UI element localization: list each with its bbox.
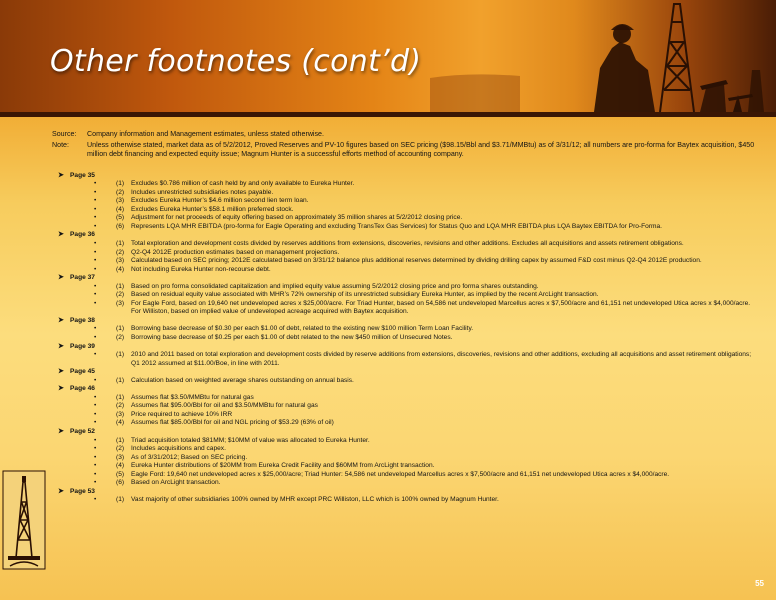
bullet-dot-icon: • [94, 393, 97, 401]
footnote-text: Not including Eureka Hunter non-recourse debt. [131, 265, 271, 273]
bullet-dot-icon: • [94, 402, 97, 410]
footnote-number: (1) [116, 393, 125, 401]
page-reference-label: Page 35 [70, 171, 95, 179]
bullet-dot-icon: • [94, 222, 97, 230]
bullet-dot-icon: • [94, 470, 97, 478]
footnote-number: (3) [116, 453, 125, 461]
footnote-number: (5) [116, 214, 125, 222]
page-reference-label: Page 53 [70, 487, 95, 495]
right-arrow-icon: ➤ [58, 385, 64, 393]
footnote-item [94, 462, 757, 471]
footnote-number: (4) [116, 462, 125, 470]
footnote-item [94, 325, 757, 334]
footnote-item [94, 411, 757, 420]
bullet-dot-icon: • [94, 496, 97, 504]
footnote-number: (4) [116, 419, 125, 427]
page-reference-label: Page 45 [70, 368, 95, 376]
footnote-number: (2) [116, 445, 125, 453]
footnote-item [94, 437, 757, 446]
footnote-text: Based on ArcLight transaction. [131, 479, 221, 487]
page-reference-label: Page 39 [70, 342, 95, 350]
footnote-text: Adjustment for net proceeds of equity offering based on approximately 35 million shares at 5/2/2012 closing price. [131, 214, 463, 222]
header-banner [0, 0, 776, 117]
footnote-item [94, 496, 757, 505]
bullet-dot-icon: • [94, 299, 97, 307]
footnote-text: Represents LQA MHR EBITDA (pro-forma for Eagle Operating and excluding TransTex Gas Services) for Status Quo and LQA MHR EBITDA plus LQA Baytex EBITDA for Pro-Forma. [131, 222, 663, 230]
footnote-number: (1) [116, 239, 125, 247]
oil-derrick-logo-icon [2, 470, 46, 570]
source-label: Source: [52, 130, 77, 138]
footnote-number: (2) [116, 334, 125, 341]
footnote-item [94, 300, 757, 317]
source-text: Company information and Management estimates, unless stated otherwise. [87, 130, 324, 138]
page-reference-heading [58, 385, 757, 394]
page-footnote-list [52, 172, 757, 505]
footnote-number: (2) [116, 248, 125, 256]
footnote-number: (6) [116, 222, 125, 230]
footnote-item [94, 206, 757, 215]
right-arrow-icon: ➤ [58, 274, 64, 282]
footnote-number: (1) [116, 351, 125, 359]
page-title: Other footnotes (cont’d) [50, 44, 422, 79]
bullet-dot-icon: • [94, 205, 97, 213]
footnote-item [94, 257, 757, 266]
note-text: Unless otherwise stated, market data as of 5/2/2012, Proved Reserves and PV-10 figures based on SEC pricing ($98.15/Bbl and $3.71/MMBtu) as of 3/31/12; all numbers are pro-forma for Baytex acquisition, $450 million debt financing and expected equity issue; Magnum Hunter is a successful efforts method of accounting company. [87, 141, 755, 159]
bullet-dot-icon: • [94, 351, 97, 359]
bullet-dot-icon: • [94, 197, 97, 205]
footnote-item [94, 394, 757, 403]
bullet-dot-icon: • [94, 214, 97, 222]
footnote-text: As of 3/31/2012; Based on SEC pricing. [131, 453, 248, 461]
footnote-item [94, 266, 757, 275]
footnote-text: Total exploration and development costs divided by reserves additions from extensions, discoveries, revisions and other additions. Excludes all acquisitions and assets retirement obligations. [131, 239, 684, 247]
footnote-item [94, 283, 757, 292]
right-arrow-icon: ➤ [58, 171, 64, 179]
footnote-item [94, 240, 757, 249]
footnote-text: Q2-Q4 2012E production estimates based on management projections. [131, 248, 340, 256]
footnote-item [94, 454, 757, 463]
footnote-item [94, 223, 757, 232]
page-reference-heading [58, 231, 757, 240]
footnote-number: (3) [116, 257, 125, 265]
footnote-number: (1) [116, 496, 125, 504]
footnote-number: (3) [116, 410, 125, 418]
page-reference-heading [58, 343, 757, 352]
footnote-number: (5) [116, 470, 125, 478]
footnote-number: (6) [116, 479, 125, 487]
footnote-text: Includes unrestricted subsidiaries notes payable. [131, 188, 274, 196]
bullet-dot-icon: • [94, 462, 97, 470]
footnote-item [94, 479, 757, 488]
footnote-text: Excludes Eureka Hunter’s $4.6 million second lien term loan. [131, 197, 309, 205]
footnote-item [94, 197, 757, 206]
footnote-text: Eagle Ford: 19,640 net undeveloped acres x $25,000/acre; Triad Hunter: 54,586 net undeveloped Marcellus acres x $7,500/acre and 61,151 net undeveloped Utica acres x $4,000/acre. [131, 470, 670, 478]
footnote-item [94, 291, 757, 300]
footnote-text: Calculated based on SEC pricing; 2012E calculated based on 3/31/12 balance plus additional reserves determined by dividing drilling capex by assumed F&D cost minus Q2-Q4 2012E production. [131, 257, 702, 265]
footnote-item [94, 214, 757, 223]
footnote-number: (1) [116, 325, 125, 333]
right-arrow-icon: ➤ [58, 342, 64, 350]
note-line [52, 141, 757, 159]
page-reference-heading [58, 172, 757, 181]
bullet-dot-icon: • [94, 436, 97, 444]
footnote-number: (1) [116, 180, 125, 188]
footnote-number: (1) [116, 282, 125, 290]
footnote-item [94, 249, 757, 258]
footnote-text: Price required to achieve 10% IRR [131, 410, 233, 418]
bullet-dot-icon: • [94, 265, 97, 273]
footnote-text: 2010 and 2011 based on total exploration and development costs divided by reserve additions from extensions, discoveries, revisions and other additions, excluding all acquisitions and asset retirement obligations; Q1 2012 assumed at $11.00/Boe, in line with 2011. [131, 351, 752, 367]
page-reference-label: Page 37 [70, 274, 95, 282]
right-arrow-icon: ➤ [58, 368, 64, 376]
footnote-text: Assumes flat $85.00/Bbl for oil and NGL pricing of $53.29 (63% of oil) [131, 419, 334, 427]
bullet-dot-icon: • [94, 376, 97, 384]
footnote-text: Assumes flat $95.00/Bbl for oil and $3.50/MMBtu for natural gas [131, 402, 318, 410]
right-arrow-icon: ➤ [58, 487, 64, 495]
footnote-number: (2) [116, 188, 125, 196]
page-reference-label: Page 52 [70, 428, 95, 436]
note-label: Note: [52, 141, 69, 150]
footnote-number: (3) [116, 299, 125, 307]
footnote-text: For Eagle Ford, based on 19,640 net undeveloped acres x $25,000/acre. For Triad Hunter, based on 54,586 net undeveloped Marcellus acres x $7,500/acre and 61,151 net undeveloped Utica acres x $4,000/acre. For Williston, based on implied value of undeveloped acreage acquired with Baytex acquisition. [131, 299, 751, 316]
slide-page-number: 55 [755, 579, 764, 588]
footnote-item [94, 180, 757, 189]
footnote-text: Excludes $0.786 million of cash held by and only available to Eureka Hunter. [131, 180, 355, 188]
footnote-text: Based on residual equity value associated with MHR’s 72% ownership of its unrestricted subsidiary Eureka Hunter, as implied by the recent ArcLight transaction. [131, 291, 599, 299]
footnote-number: (1) [116, 436, 125, 444]
page-reference-heading [58, 428, 757, 437]
bullet-dot-icon: • [94, 239, 97, 247]
footnote-text: Calculation based on weighted average shares outstanding on annual basis. [131, 376, 354, 384]
bullet-dot-icon: • [94, 419, 97, 427]
footnote-item [94, 351, 757, 368]
footnote-number: (4) [116, 265, 125, 273]
page-reference-heading [58, 274, 757, 283]
footnote-item [94, 419, 757, 428]
source-line [52, 130, 757, 139]
footnote-item [94, 402, 757, 411]
page-reference-heading [58, 488, 757, 497]
bullet-dot-icon: • [94, 453, 97, 461]
footnote-text: Excludes Eureka Hunter’s $58.1 million preferred stock. [131, 205, 294, 213]
bullet-dot-icon: • [94, 410, 97, 418]
footnotes-content [52, 130, 757, 505]
footnote-number: (4) [116, 205, 125, 213]
page-reference-label: Page 36 [70, 231, 95, 239]
footnote-text: Borrowing base decrease of $0.30 per each $1.00 of debt, related to the existing new $100 million Term Loan Facility. [131, 325, 474, 333]
page-reference-heading [58, 317, 757, 326]
footnote-item [94, 334, 757, 343]
footnote-item [94, 471, 757, 480]
bullet-dot-icon: • [94, 325, 97, 333]
page-reference-heading [58, 368, 757, 377]
bullet-dot-icon: • [94, 180, 97, 188]
footnote-text: Based on pro forma consolidated capitalization and implied equity value assuming 5/2/2012 closing price and pro forma shares outstanding. [131, 282, 539, 290]
footnote-number: (1) [116, 376, 125, 384]
bullet-dot-icon: • [94, 257, 97, 265]
footnote-text: Vast majority of other subsidiaries 100% owned by MHR except PRC Williston, LLC which is 100% owned by Magnum Hunter. [131, 496, 499, 504]
right-arrow-icon: ➤ [58, 428, 64, 436]
bullet-dot-icon: • [94, 291, 97, 299]
bullet-dot-icon: • [94, 282, 97, 290]
footnote-item [94, 189, 757, 198]
footnote-number: (2) [116, 291, 125, 299]
right-arrow-icon: ➤ [58, 231, 64, 239]
right-arrow-icon: ➤ [58, 316, 64, 324]
page-reference-label: Page 46 [70, 385, 95, 393]
footnote-text: Eureka Hunter distributions of $20MM from Eureka Credit Facility and $60MM from ArcLight transaction. [131, 462, 435, 470]
footnote-number: (2) [116, 402, 125, 410]
footnote-item [94, 377, 757, 386]
bullet-dot-icon: • [94, 188, 97, 196]
footnote-text: Borrowing base decrease of $0.25 per each $1.00 of debt related to the new $450 million of Unsecured Notes. [131, 334, 453, 341]
bullet-dot-icon: • [94, 334, 97, 341]
footnote-text: Assumes flat $3.50/MMBtu for natural gas [131, 393, 254, 401]
footnote-number: (3) [116, 197, 125, 205]
bullet-dot-icon: • [94, 445, 97, 453]
bullet-dot-icon: • [94, 248, 97, 256]
bullet-dot-icon: • [94, 479, 97, 487]
footnote-text: Includes acquisitions and capex. [131, 445, 226, 453]
footnote-item [94, 445, 757, 454]
page-reference-label: Page 38 [70, 316, 95, 324]
footnote-text: Triad acquisition totaled $81MM; $10MM of value was allocated to Eureka Hunter. [131, 436, 370, 444]
